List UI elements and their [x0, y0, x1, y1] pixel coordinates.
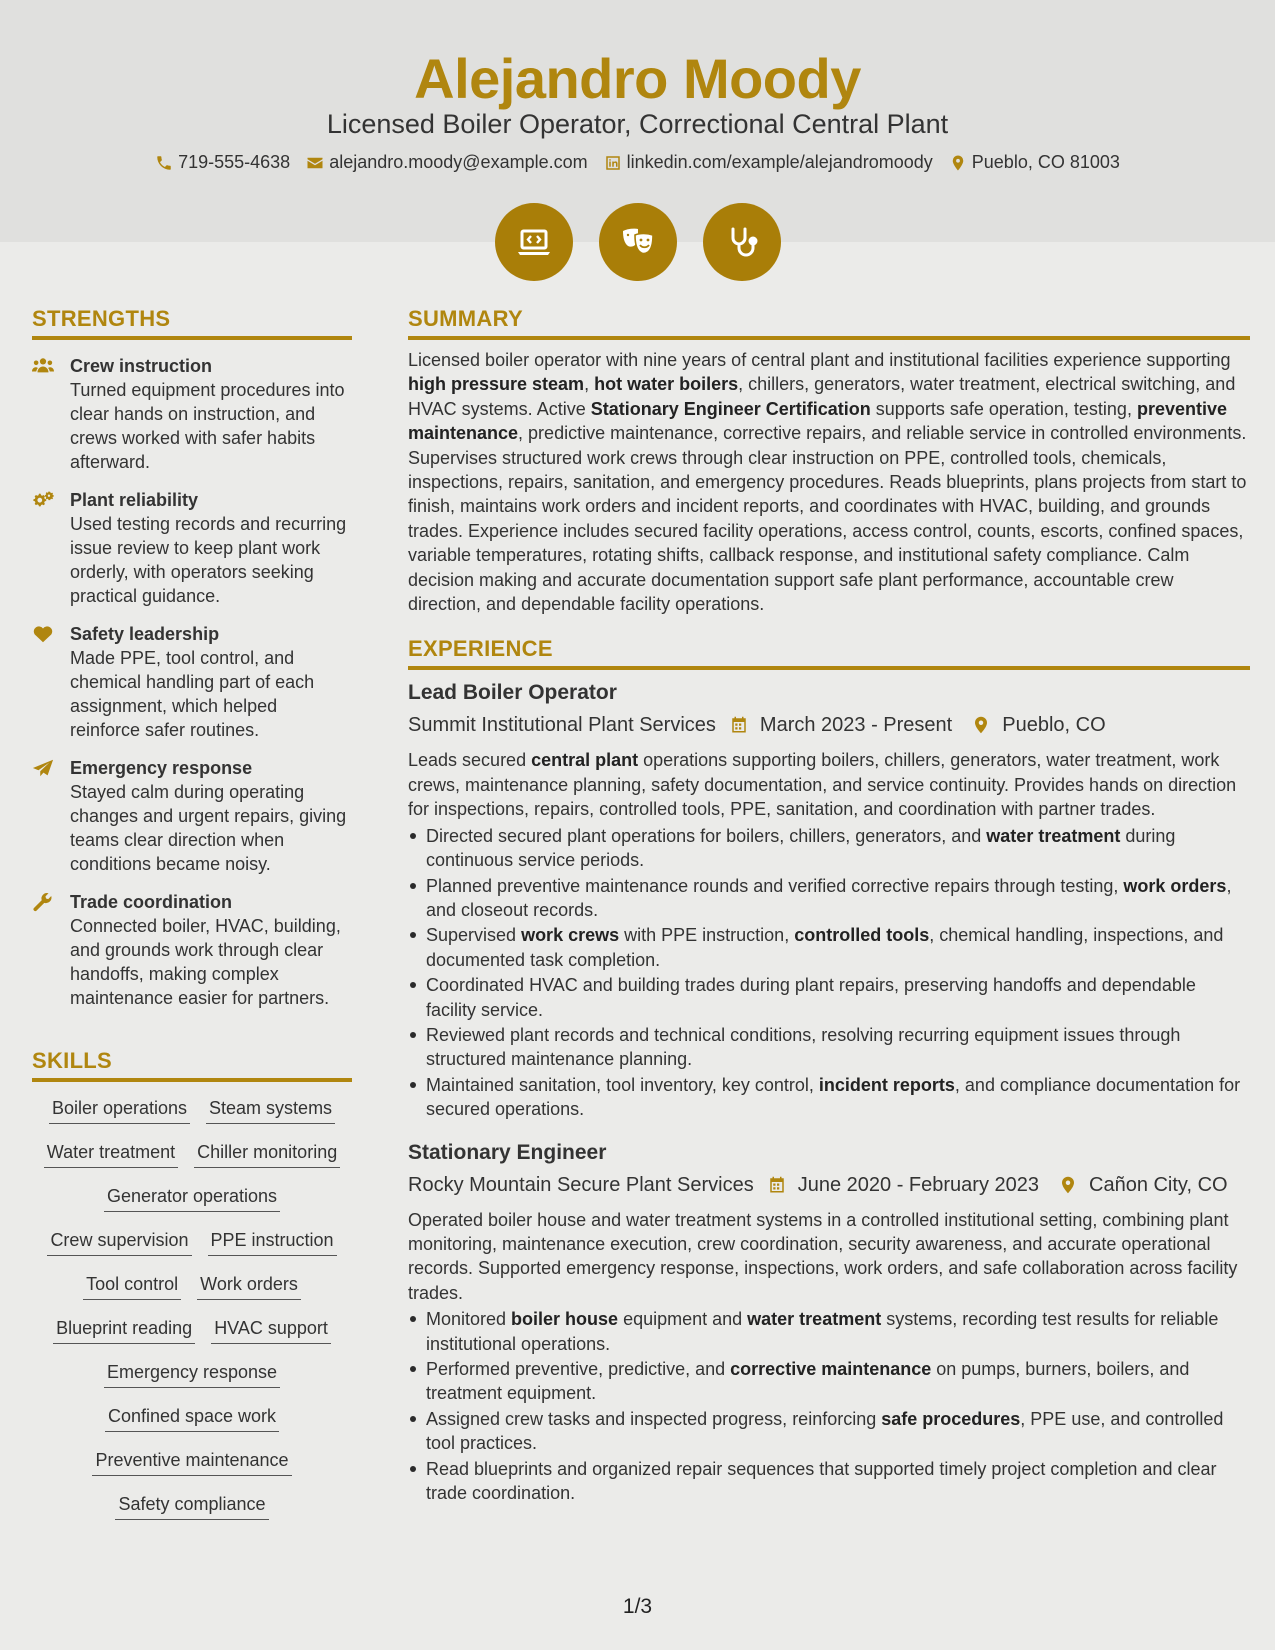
stethoscope-icon — [703, 203, 781, 281]
strength-title: Safety leadership — [70, 624, 220, 644]
text-segment: with PPE instruction, — [619, 925, 795, 946]
text-segment: Directed secured plant operations for boilers, chillers, generators, and — [426, 825, 987, 846]
job-dates: June 2020 - February 2023 — [797, 1173, 1039, 1196]
map-marker-icon — [1039, 1176, 1089, 1194]
bold-keyword: corrective maintenance — [730, 1359, 932, 1379]
strength-description: Connected boiler, HVAC, building, and grounds work through clear handoffs, making complex maintenance easier for partners. — [70, 916, 341, 1008]
bold-keyword: central plant — [531, 750, 639, 771]
strength-body — [70, 354, 352, 474]
skill-tag: Confined space work — [105, 1404, 279, 1432]
phone-text: 719-555-4638 — [178, 152, 291, 172]
users-icon — [32, 354, 70, 474]
text-segment: Maintained sanitation, tool inventory, key control, — [426, 1074, 819, 1095]
bold-keyword: water treatment — [747, 1309, 882, 1330]
job-title: Stationary Engineer — [408, 1140, 607, 1164]
contact-phone[interactable] — [155, 152, 290, 173]
job-bullets — [408, 1307, 1250, 1505]
text-segment: , and closeout records. — [426, 875, 1232, 920]
phone-icon — [155, 154, 173, 172]
candidate-name: Alejandro Moody — [414, 47, 861, 110]
strength-description: Turned equipment procedures into clear hands on instruction, and crews worked with safer habits afterward. — [70, 380, 345, 472]
laptop-code-icon — [495, 203, 573, 281]
text-segment: Planned preventive maintenance rounds and verified corrective repairs through testing, — [426, 875, 1124, 896]
skills-row — [32, 1448, 352, 1476]
bullet-item — [408, 1457, 1250, 1506]
location-text: Pueblo, CO 81003 — [971, 152, 1120, 172]
skill-tag: PPE instruction — [208, 1228, 337, 1256]
strength-body — [70, 890, 352, 1010]
job-meta — [408, 1170, 1250, 1200]
strength-body — [70, 756, 352, 876]
right-column — [408, 306, 1250, 1506]
bullet-item — [408, 1357, 1250, 1406]
map-marker-icon — [952, 716, 1002, 734]
job-bullets — [408, 824, 1250, 1122]
bullet-item — [408, 973, 1250, 1022]
job-entry — [408, 678, 1250, 1121]
skill-tag: Preventive maintenance — [92, 1448, 291, 1476]
job-meta — [408, 710, 1250, 740]
text-segment: , predictive maintenance, corrective repairs, and reliable service in controlled environments. Supervises structured work crews through clear instruction on PPE, controlled tools, chemicals, inspections, repairs, sanitation, and emergency procedures. Reads blueprints, plans projects from start to finish, maintains work orders and incident reports, and coordinates with HVAC, building, and grounds trades. Experience includes secured facility operations, access control, counts, escorts, confined spaces, variable temperatures, rotating shifts, callback response, and institutional safety compliance. Calm decision making and accurate documentation support safe plant performance, accountable crew direction, and dependable facility operations. — [408, 423, 1247, 615]
contact-email[interactable] — [306, 152, 587, 173]
bullet-item — [408, 1023, 1250, 1072]
bold-keyword: preventive maintenance — [408, 398, 1227, 444]
skill-tag: Boiler operations — [49, 1096, 190, 1124]
bullet-item — [408, 1407, 1250, 1456]
strength-item — [32, 354, 352, 474]
bullet-item — [408, 1307, 1250, 1356]
cogs-icon — [32, 488, 70, 608]
contact-bar — [0, 152, 1275, 173]
text-segment: Monitored — [426, 1309, 512, 1330]
job-location: Pueblo, CO — [1002, 714, 1106, 737]
skill-tag: Blueprint reading — [53, 1316, 195, 1344]
left-column — [32, 306, 352, 1520]
strength-item — [32, 756, 352, 876]
bullet-item — [408, 824, 1250, 873]
summary-text — [408, 348, 1250, 616]
job-location: Cañon City, CO — [1089, 1173, 1228, 1196]
envelope-icon — [306, 154, 324, 172]
bullet-item — [408, 874, 1250, 923]
candidate-headline: Licensed Boiler Operator, Correctional Central Plant — [326, 109, 949, 139]
summary-heading: SUMMARY — [408, 306, 1250, 340]
skills-section — [32, 1048, 352, 1520]
text-segment: Coordinated HVAC and building trades during plant repairs, preserving handoffs and dependable facility service. — [426, 975, 1196, 1020]
bold-keyword: high pressure steam — [408, 374, 585, 395]
strength-description: Made PPE, tool control, and chemical handling part of each assignment, which helped reinforce safer routines. — [70, 648, 315, 740]
text-segment: Licensed boiler operator with nine years of central plant and institutional facilities experience supporting — [408, 350, 1231, 370]
strength-item — [32, 488, 352, 608]
strength-item — [32, 622, 352, 742]
skills-heading: SKILLS — [32, 1048, 352, 1082]
bold-keyword: hot water boilers — [594, 374, 739, 395]
job-dates: March 2023 - Present — [759, 714, 953, 737]
page-number: 1/3 — [622, 1595, 653, 1618]
map-marker-icon — [949, 154, 967, 172]
text-segment: , chillers, generators, water treatment, electrical switching, and HVAC systems. Active — [408, 374, 1236, 419]
paper-plane-icon — [32, 756, 70, 876]
interest-badges — [0, 203, 1275, 281]
job-description — [408, 748, 1250, 821]
text-segment: Operated boiler house and water treatment systems in a controlled institutional setting, combining plant monitoring, maintenance execution, crew coordination, security awareness, and accurate operational records. Supported emergency response, inspections, work orders, and safe collaboration across facility trades. — [408, 1209, 1238, 1303]
text-segment: equipment and — [618, 1309, 748, 1330]
heart-icon — [32, 622, 70, 742]
text-segment: Assigned crew tasks and inspected progress, reinforcing — [426, 1408, 882, 1429]
text-segment: , and compliance documentation for secured operations. — [426, 1074, 1241, 1120]
strength-description: Stayed calm during operating changes and urgent repairs, giving teams clear direction when conditions became noisy. — [70, 782, 347, 874]
contact-linkedin[interactable] — [604, 152, 933, 173]
bold-keyword: Stationary Engineer Certification — [590, 398, 871, 419]
skill-tag: Steam systems — [206, 1096, 335, 1124]
skill-tag: Crew supervision — [47, 1228, 191, 1256]
text-segment: supports safe operation, testing, — [870, 398, 1137, 419]
experience-heading: EXPERIENCE — [408, 636, 1250, 670]
skills-row — [32, 1228, 352, 1256]
strength-title: Emergency response — [70, 758, 253, 778]
email-text: alejandro.moody@example.com — [329, 152, 588, 172]
strength-item — [32, 890, 352, 1010]
skill-tag: Emergency response — [104, 1360, 280, 1388]
text-segment: systems, recording test results for reliable institutional operations. — [426, 1309, 1219, 1354]
strength-description: Used testing records and recurring issue review to keep plant work orderly, with operators seeking practical guidance. — [70, 514, 347, 606]
text-segment: Supervised — [426, 925, 522, 946]
job-description — [408, 1208, 1250, 1306]
skills-row — [32, 1140, 352, 1168]
strengths-list — [32, 354, 352, 1010]
text-segment: , — [584, 374, 595, 395]
strengths-heading: STRENGTHS — [32, 306, 352, 340]
text-segment: operations supporting boilers, chillers, generators, water treatment, work crews, maintenance planning, safety documentation, and service continuity. Provides hands on direction for inspections, repairs, controlled tools, PPE, sanitation, and coordination with partner trades. — [408, 750, 1237, 820]
text-segment: , PPE use, and controlled tool practices. — [426, 1408, 1224, 1454]
skills-row — [32, 1096, 352, 1124]
skill-tag: HVAC support — [211, 1316, 331, 1344]
calendar-icon — [754, 1176, 798, 1194]
wrench-icon — [32, 890, 70, 1010]
strength-body — [70, 622, 352, 742]
text-segment: Reviewed plant records and technical conditions, resolving recurring equipment issues through structured maintenance planning. — [426, 1024, 1181, 1070]
skill-tag: Safety compliance — [115, 1492, 268, 1520]
skills-row — [32, 1272, 352, 1300]
bullet-item — [408, 923, 1250, 972]
text-segment: , chemical handling, inspections, and documented task completion. — [426, 925, 1224, 970]
text-segment: on pumps, burners, boilers, and treatment equipment. — [426, 1359, 1190, 1404]
bold-keyword: water treatment — [986, 825, 1121, 846]
bold-keyword: controlled tools — [794, 925, 930, 946]
text-segment: during continuous service periods. — [426, 825, 1176, 871]
skill-tag: Work orders — [197, 1272, 301, 1300]
calendar-icon — [716, 716, 760, 734]
skills-row — [32, 1404, 352, 1432]
skills-row — [32, 1316, 352, 1344]
skills-row — [32, 1360, 352, 1388]
job-entry — [408, 1138, 1250, 1506]
bold-keyword: work crews — [521, 925, 620, 946]
skill-tag: Generator operations — [104, 1184, 280, 1212]
skill-tag: Water treatment — [44, 1140, 178, 1168]
bold-keyword: work orders — [1123, 875, 1227, 896]
text-segment: Performed preventive, predictive, and — [426, 1359, 731, 1379]
bold-keyword: safe procedures — [881, 1408, 1021, 1429]
contact-location — [949, 152, 1120, 173]
strength-title: Crew instruction — [70, 356, 213, 376]
skills-row — [32, 1184, 352, 1212]
bold-keyword: boiler house — [511, 1309, 619, 1330]
text-segment: Leads secured — [408, 750, 532, 771]
bold-keyword: incident reports — [818, 1074, 955, 1095]
skills-row — [32, 1492, 352, 1520]
theater-masks-icon — [599, 203, 677, 281]
skill-tag: Tool control — [83, 1272, 181, 1300]
skills-list — [32, 1096, 352, 1520]
strength-title: Plant reliability — [70, 490, 199, 510]
experience-list — [408, 678, 1250, 1505]
strength-body — [70, 488, 352, 608]
linkedin-text: linkedin.com/example/alejandromoody — [626, 152, 933, 172]
linkedin-icon — [604, 154, 622, 172]
strength-title: Trade coordination — [70, 892, 233, 912]
text-segment: Read blueprints and organized repair sequences that supported timely project completion and clear trade coordination. — [426, 1458, 1217, 1504]
job-company: Rocky Mountain Secure Plant Services — [408, 1173, 754, 1196]
bullet-item — [408, 1073, 1250, 1122]
job-title: Lead Boiler Operator — [408, 681, 617, 705]
job-company: Summit Institutional Plant Services — [408, 714, 716, 737]
skill-tag: Chiller monitoring — [194, 1140, 340, 1168]
